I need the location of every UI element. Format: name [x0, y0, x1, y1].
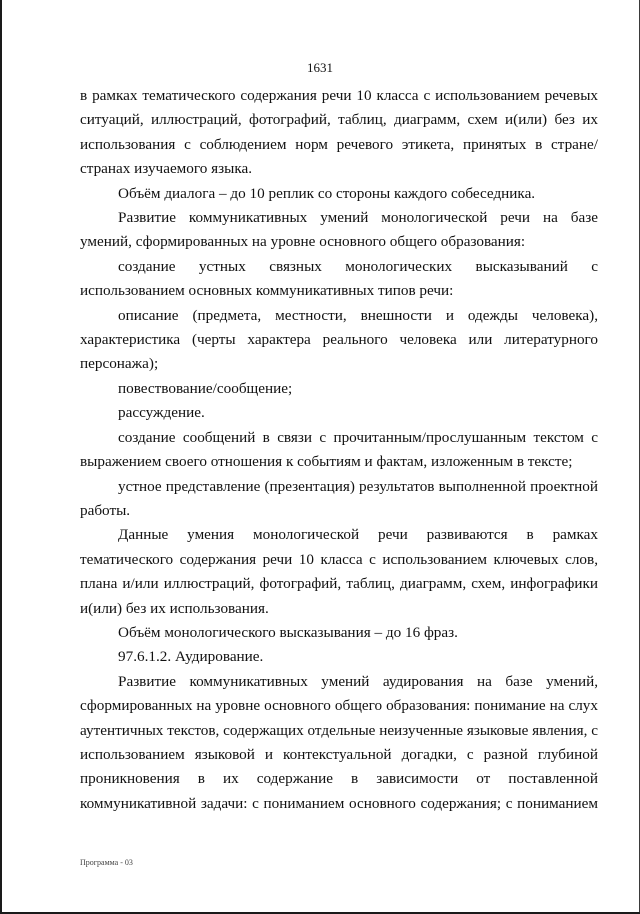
document-body — [80, 84, 598, 816]
paragraph: Объём диалога – до 10 реплик со стороны каждого собеседника. — [118, 184, 536, 202]
paragraph: Данные умения монологической речи развиваются в рамках тематического содержания речи 10 класса с использованием ключевых слов, плана и/или иллюстраций, фотографий, таблиц, диаграмм, схем, инфографики и(или) без их использования. — [80, 526, 598, 617]
page-number: 1631 — [307, 60, 333, 75]
section-heading: 97.6.1.2. Аудирование. — [118, 648, 264, 666]
paragraph: в рамках тематического содержания речи 10 класса с использованием речевых ситуаций, иллюстраций, фотографий, таблиц, диаграмм, схем и(или) без их использования с соблюдением норм речевого этикета, принятых в стране/странах изучаемого языка. — [80, 87, 598, 178]
paragraph: Объём монологического высказывания – до 16 фраз. — [118, 623, 458, 641]
paragraph: устное представление (презентация) результатов выполненной проектной работы. — [80, 477, 598, 519]
paragraph: рассуждение. — [118, 404, 205, 422]
footer-label: Программа - 03 — [80, 858, 133, 867]
paragraph: повествование/сообщение; — [118, 379, 293, 397]
paragraph: Развитие коммуникативных умений аудирования на базе умений, сформированных на уровне основного общего образования: понимание на слух аутентичных текстов, содержащих отдельные неизученные языковые явления, с использованием языковой и контекстуальной догадки, с разной глубиной проникновения в их содержание в зависимости от поставленной коммуникативной задачи: с пониманием основного содержания; с пониманием — [80, 672, 598, 812]
paragraph: Развитие коммуникативных умений монологической речи на базе умений, сформированных на уровне основного общего образования: — [80, 209, 598, 251]
scan-edge-left — [0, 0, 2, 914]
paragraph: создание устных связных монологических высказываний с использованием основных коммуникативных типов речи: — [80, 257, 598, 300]
paragraph: описание (предмета, местности, внешности и одежды человека), характеристика (черты характера реального человека или литературного персонажа); — [80, 306, 598, 373]
paragraph: создание сообщений в связи с прочитанным/прослушанным текстом с выражением своего отношения к событиям и фактам, изложенным в тексте; — [80, 428, 598, 471]
